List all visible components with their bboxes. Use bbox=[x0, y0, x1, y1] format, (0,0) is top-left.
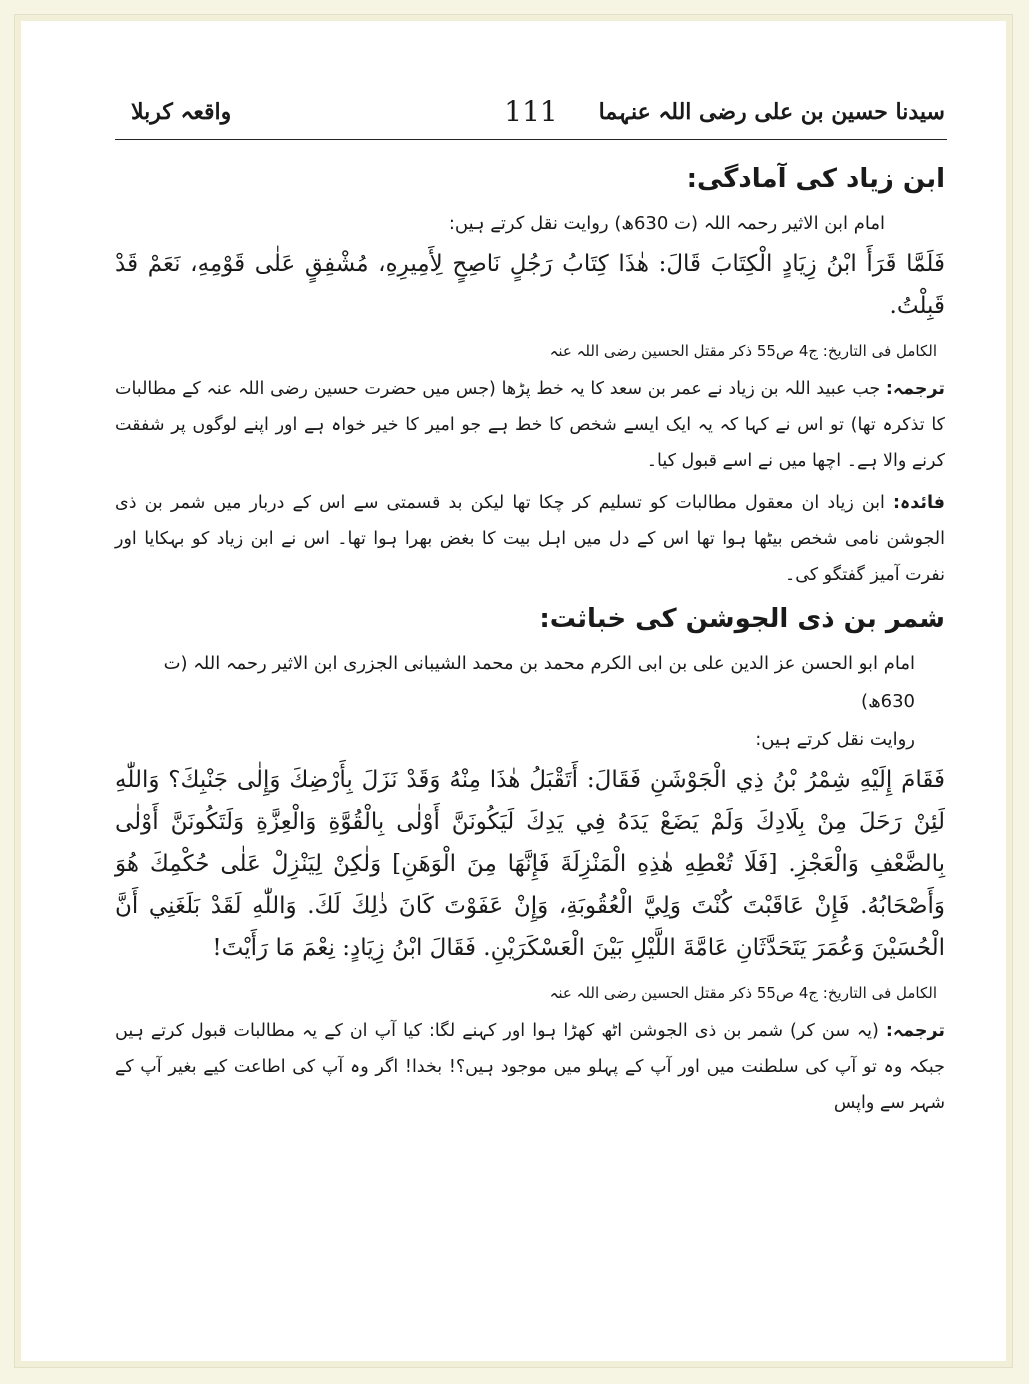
page-header bbox=[115, 93, 947, 140]
translation-text-1: جب عبید اللہ بن زیاد نے عمر بن سعد کا یہ خط پڑھا (جس میں حضرت حسین رضی اللہ عنہ کے مطالبات کا تذکرہ تھا) تو اس نے کہا کہ یہ ایک ایسے شخص کا خط ہے جو امیر کا خیر خواہ ہے اور اپنے لوگوں پر شفقت کرنے والا ہے۔ اچھا میں نے اسے قبول کیا۔ bbox=[115, 379, 945, 471]
benefit-text: ابن زیاد ان معقول مطالبات کو تسلیم کر چکا تھا لیکن بد قسمتی سے اس کے دربار میں شمر بن ذی الجوشن نامی شخص بیٹھا ہوا تھا اس کے دل میں اہل بیت کا بغض بھرا ہوا تھا۔ اس نے ابن زیاد کو بہکایا اور نفرت آمیز گفتگو کی۔ bbox=[115, 493, 945, 585]
translation-text-2: (یہ سن کر) شمر بن ذی الجوشن اٹھ کھڑا ہوا اور کہنے لگا: کیا آپ ان کے یہ مطالبات قبول کرتے ہیں جبکہ وہ تو آپ کی سلطنت میں اور آپ کے پہلو میں موجود ہیں؟! بخدا! اگر وہ آپ کی اطاعت کیے بغیر آپ کے شہر سے واپس bbox=[115, 1021, 945, 1113]
translation-2 bbox=[115, 1013, 945, 1121]
benefit-label: فائدہ: bbox=[893, 493, 945, 513]
reference-1: الکامل فی التاریخ: ج4 ص55 ذکر مقتل الحسین رضی اللہ عنہ bbox=[549, 342, 937, 360]
translation-label-2: ترجمہ: bbox=[885, 1021, 945, 1041]
section-heading-2: شمر بن ذی الجوشن کی خباثت: bbox=[539, 604, 945, 634]
section-intro-1: امام ابن الاثیر رحمہ اللہ (ت 630ھ) روایت نقل کرتے ہیں: bbox=[448, 213, 885, 234]
page bbox=[14, 14, 1013, 1368]
translation-1 bbox=[115, 371, 945, 479]
section-heading-1: ابن زیاد کی آمادگی: bbox=[686, 164, 945, 194]
section-intro-2-cont: روایت نقل کرتے ہیں: bbox=[755, 729, 915, 750]
page-body bbox=[115, 153, 945, 1121]
section-intro-2: امام ابو الحسن عز الدین علی بن ابی الکرم محمد بن محمد الشیبانی الجزری ابن الاثیر رحمہ اللہ (ت 630ھ) bbox=[163, 653, 915, 712]
reference-2: الکامل فی التاریخ: ج4 ص55 ذکر مقتل الحسین رضی اللہ عنہ bbox=[549, 984, 937, 1002]
benefit-note bbox=[115, 485, 945, 593]
arabic-quote-1: فَلَمَّا قَرَأَ ابْنُ زِيَادٍ الْكِتَابَ قَالَ: هٰذَا كِتَابُ رَجُلٍ نَاصِحٍ لِأَمِيرِهِ، مُشْفِقٍ عَلٰى قَوْمِهِ، نَعَمْ قَدْ قَبِلْتُ. bbox=[115, 251, 945, 319]
arabic-quote-2: فَقَامَ إِلَيْهِ شِمْرُ بْنُ ذِي الْجَوْشَنِ فَقَالَ: أَتَقْبَلُ هٰذَا مِنْهُ وَقَدْ نَزَلَ بِأَرْضِكَ وَإِلٰى جَنْبِكَ؟ وَاللّٰهِ لَئِنْ رَحَلَ مِنْ بِلَادِكَ وَلَمْ يَضَعْ يَدَهُ فِي يَدِكَ لَيَكُونَنَّ أَوْلٰى بِالْقُوَّةِ وَالْعِزَّةِ وَلَتَكُونَنَّ أَوْلٰى بِالضَّعْفِ وَالْعَجْزِ. [فَلَا تُعْطِهِ هٰذِهِ الْمَنْزِلَةَ فَإِنَّهَا مِنَ الْوَهَنِ] وَلٰكِنْ لِيَنْزِلْ عَلٰى حُكْمِكَ هُوَ وَأَصْحَابُهُ. فَإِنْ عَاقَبْتَ كُنْتَ وَلِيَّ الْعُقُوبَةِ، وَإِنْ عَفَوْتَ كَانَ ذٰلِكَ لَكَ. وَاللّٰهِ لَقَدْ بَلَغَنِي أَنَّ الْحُسَيْنَ وَعُمَرَ يَتَحَدَّثَانِ عَامَّةَ اللَّيْلِ بَيْنَ الْعَسْكَرَيْنِ. فَقَالَ ابْنُ زِيَادٍ: نِعْمَ مَا رَأَيْتَ! bbox=[115, 767, 945, 961]
page-number: 111 bbox=[504, 95, 558, 128]
book-title: سیدنا حسین بن علی رضی اللہ عنہما bbox=[598, 99, 945, 125]
translation-label-1: ترجمہ: bbox=[885, 379, 945, 399]
chapter-title: واقعہ کربلا bbox=[131, 99, 232, 125]
